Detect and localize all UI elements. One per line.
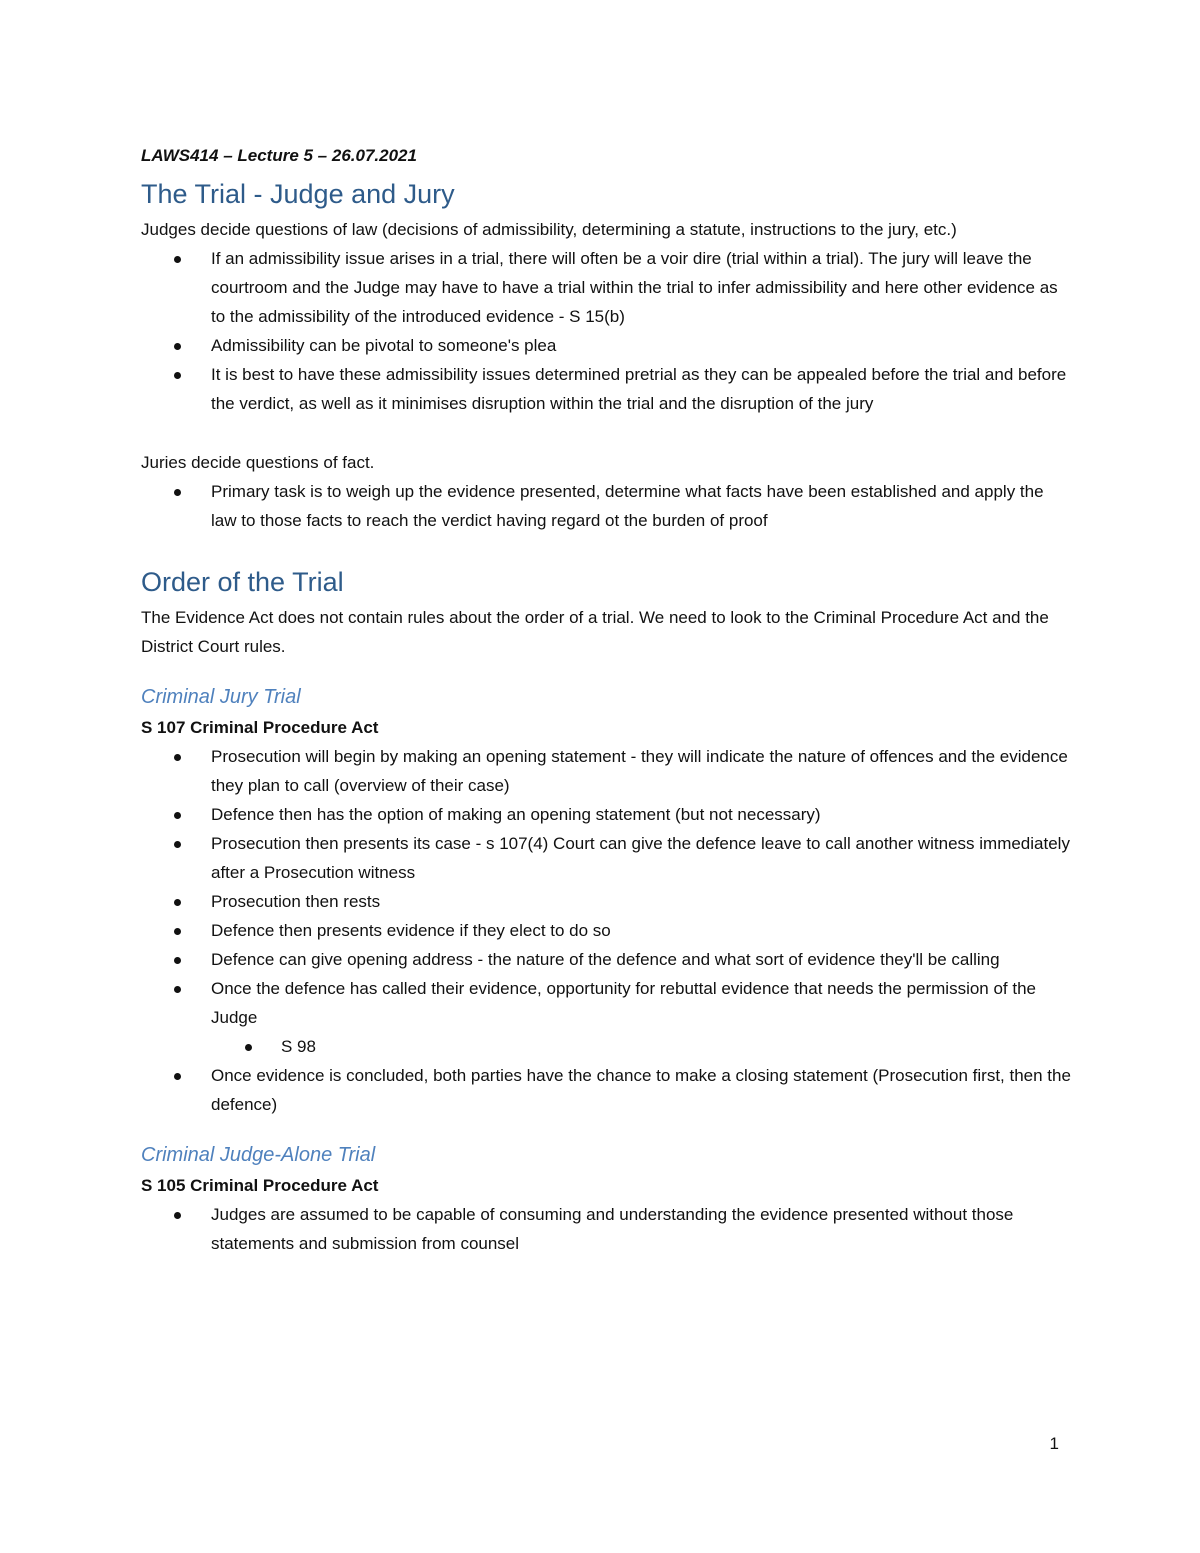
paragraph-judges-decide: Judges decide questions of law (decisions of admissibility, determining a statute, instructions to the jury, etc.)	[141, 220, 957, 239]
bullet-icon	[174, 928, 181, 935]
list-item-text: Primary task is to weigh up the evidence presented, determine what facts have been established and apply the law to those facts to reach the verdict having regard ot the burden of proof	[211, 482, 1044, 530]
section-title-judge-and-jury: The Trial - Judge and Jury	[141, 179, 455, 209]
nested-bullet-list	[141, 1032, 1071, 1061]
list-item	[141, 1061, 1071, 1119]
page-content	[141, 141, 1071, 1258]
list-item-text: Defence then has the option of making an opening statement (but not necessary)	[211, 805, 821, 824]
list-item	[141, 829, 1071, 887]
list-item-text: Prosecution then rests	[211, 892, 381, 911]
bullet-icon	[174, 899, 181, 906]
list-item	[141, 945, 1071, 974]
list-item	[141, 887, 1071, 916]
bullet-icon	[174, 256, 181, 263]
juries-bullet-list	[141, 477, 1071, 535]
judges-bullet-list	[141, 244, 1071, 418]
list-item-text: If an admissibility issue arises in a trial, there will often be a voir dire (trial within a trial). The jury will leave the courtroom and the Judge may have to have a trial within the trial to infer admissibility and here other evidence as to the admissibility of the introduced evidence - S 15(b)	[211, 249, 1058, 326]
bullet-icon	[174, 754, 181, 761]
list-item-text: Judges are assumed to be capable of consuming and understanding the evidence presented without those statements and submission from counsel	[211, 1205, 1014, 1253]
list-item	[141, 1200, 1071, 1258]
list-item	[141, 244, 1071, 331]
bullet-icon	[174, 957, 181, 964]
list-item-text: S 98	[281, 1037, 316, 1056]
list-item-text: Defence can give opening address - the nature of the defence and what sort of evidence they'll be calling	[211, 950, 1000, 969]
paragraph-evidence-act: The Evidence Act does not contain rules about the order of a trial. We need to look to the Criminal Procedure Act and the District Court rules.	[141, 608, 1049, 656]
list-item-text: Defence then presents evidence if they elect to do so	[211, 921, 611, 940]
list-item	[141, 800, 1071, 829]
bullet-icon	[174, 1073, 181, 1080]
bullet-icon	[174, 489, 181, 496]
list-item-text: Prosecution will begin by making an opening statement - they will indicate the nature of offences and the evidence they plan to call (overview of their case)	[211, 747, 1068, 795]
spacer	[141, 418, 1071, 448]
list-item-text: It is best to have these admissibility issues determined pretrial as they can be appealed before the trial and before the verdict, as well as it minimises disruption within the trial and the disruption of the jury	[211, 365, 1067, 413]
list-item	[141, 974, 1071, 1032]
list-item	[141, 742, 1071, 800]
jury-trial-bullet-list	[141, 742, 1071, 1032]
bullet-icon	[245, 1044, 252, 1051]
bullet-icon	[174, 841, 181, 848]
statute-reference-s105: S 105 Criminal Procedure Act	[141, 1176, 379, 1195]
bullet-icon	[174, 986, 181, 993]
jury-trial-bullet-list-continued	[141, 1061, 1071, 1119]
judge-alone-bullet-list	[141, 1200, 1071, 1258]
spacer	[141, 661, 1071, 683]
subsection-title-judge-alone-trial: Criminal Judge-Alone Trial	[141, 1144, 376, 1166]
bullet-icon	[174, 343, 181, 350]
lecture-header: LAWS414 – Lecture 5 – 26.07.2021	[141, 146, 417, 165]
page-number: 1	[1049, 1434, 1059, 1453]
list-item	[141, 916, 1071, 945]
list-item-text: Admissibility can be pivotal to someone's plea	[211, 336, 557, 355]
bullet-icon	[174, 812, 181, 819]
spacer	[141, 1119, 1071, 1141]
paragraph-juries-decide: Juries decide questions of fact.	[141, 453, 375, 472]
bullet-icon	[174, 372, 181, 379]
list-item-text: Once the defence has called their evidence, opportunity for rebuttal evidence that needs the permission of the Judge	[211, 979, 1037, 1027]
list-item	[141, 477, 1071, 535]
list-item-text: Prosecution then presents its case - s 107(4) Court can give the defence leave to call another witness immediately after a Prosecution witness	[211, 834, 1070, 882]
subsection-title-jury-trial: Criminal Jury Trial	[141, 686, 301, 708]
spacer	[141, 535, 1071, 565]
list-item	[141, 331, 1071, 360]
list-item	[141, 360, 1071, 418]
statute-reference-s107: S 107 Criminal Procedure Act	[141, 718, 379, 737]
bullet-icon	[174, 1212, 181, 1219]
section-title-order-of-trial: Order of the Trial	[141, 567, 344, 597]
list-item	[141, 1032, 1071, 1061]
list-item-text: Once evidence is concluded, both parties have the chance to make a closing statement (Prosecution first, then the defence)	[211, 1066, 1071, 1114]
